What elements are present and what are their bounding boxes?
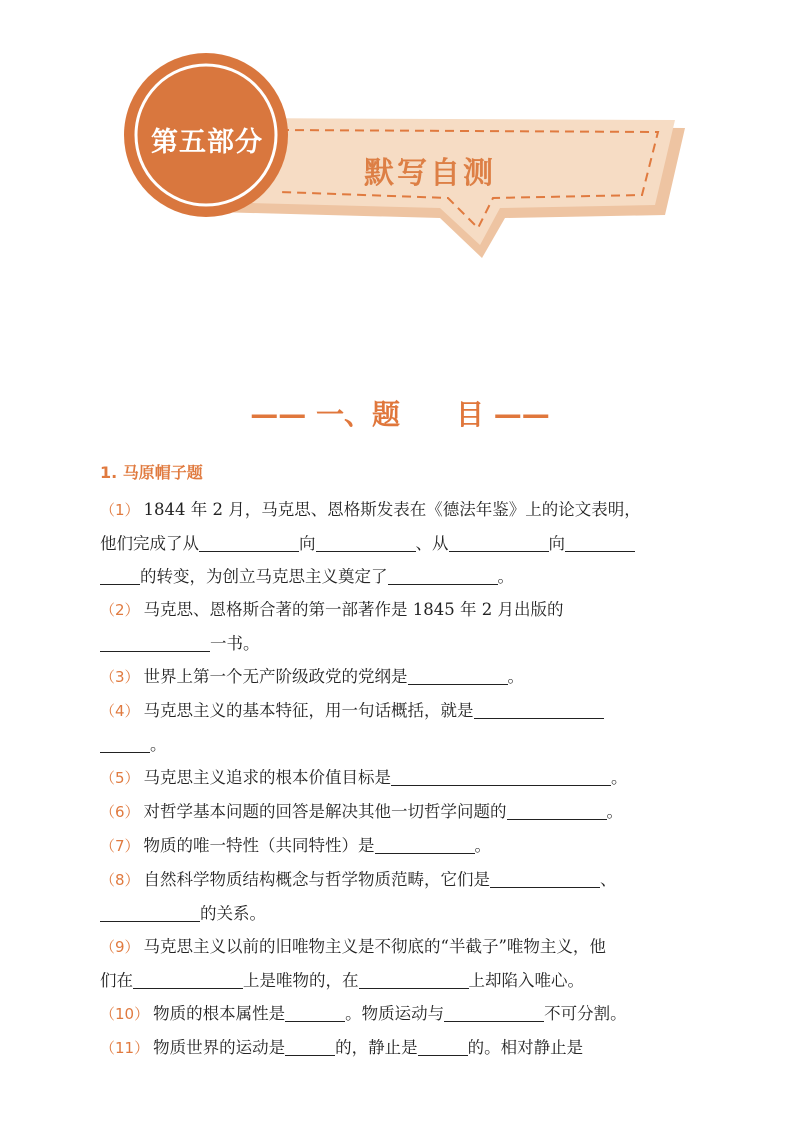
answer-blank[interactable] bbox=[565, 533, 635, 552]
answer-blank[interactable] bbox=[199, 533, 299, 552]
answer-blank[interactable] bbox=[444, 1003, 544, 1022]
question-text: 向 bbox=[548, 534, 565, 553]
banner-title: 默写自测 bbox=[364, 156, 496, 191]
question-number: （7） bbox=[100, 837, 140, 855]
question-text: 们在 bbox=[100, 971, 133, 990]
part-label: 第五部分 bbox=[151, 127, 263, 158]
question-6 bbox=[100, 795, 710, 829]
question-text: 物质的唯一特性（共同特性）是 bbox=[143, 836, 375, 855]
answer-blank[interactable] bbox=[100, 734, 150, 753]
question-11 bbox=[100, 1031, 710, 1065]
question-text: 。 bbox=[497, 567, 514, 586]
answer-blank[interactable] bbox=[100, 566, 140, 585]
question-text: 。 bbox=[611, 768, 628, 787]
answer-blank[interactable] bbox=[388, 566, 498, 585]
question-text: 、从 bbox=[415, 534, 449, 553]
category-title: 1. 马原帽子题 bbox=[100, 463, 203, 482]
question-text: 。物质运动与 bbox=[345, 1004, 445, 1023]
question-text: 对哲学基本问题的回答是解决其他一切哲学问题的 bbox=[143, 802, 507, 821]
question-text: 马克思、恩格斯合著的第一部著作是 1845 年 2 月出版的 bbox=[143, 600, 564, 619]
question-text: 上却陷入唯心。 bbox=[468, 971, 584, 990]
question-text: 。 bbox=[150, 735, 167, 754]
question-number: （10） bbox=[100, 1005, 150, 1023]
answer-blank[interactable] bbox=[133, 970, 243, 989]
answer-blank[interactable] bbox=[449, 533, 549, 552]
question-text: 1844 年 2 月，马克思、恩格斯发表在《德法年鉴》上的论文表明， bbox=[143, 500, 641, 519]
answer-blank[interactable] bbox=[285, 1003, 345, 1022]
answer-blank[interactable] bbox=[316, 533, 416, 552]
question-text: 马克思主义以前的旧唯物主义是不彻底的“半截子”唯物主义，他 bbox=[143, 937, 606, 956]
question-1 bbox=[100, 493, 710, 593]
question-number: （1） bbox=[100, 501, 140, 519]
question-2 bbox=[100, 593, 710, 660]
question-number: （6） bbox=[100, 803, 140, 821]
section-heading: —— 一、题 目 —— bbox=[250, 398, 550, 431]
answer-blank[interactable] bbox=[359, 970, 469, 989]
question-text: 物质的根本属性是 bbox=[153, 1004, 286, 1023]
question-number: （3） bbox=[100, 668, 140, 686]
question-8 bbox=[100, 863, 710, 930]
answer-blank[interactable] bbox=[375, 835, 475, 854]
question-text: 。 bbox=[606, 802, 624, 821]
question-9 bbox=[100, 930, 710, 997]
question-4 bbox=[100, 694, 710, 761]
answer-blank[interactable] bbox=[474, 700, 604, 719]
answer-blank[interactable] bbox=[490, 869, 600, 888]
question-text: 上是唯物的，在 bbox=[243, 971, 359, 990]
question-text: 物质世界的运动是 bbox=[153, 1038, 286, 1057]
question-text: 不可分割。 bbox=[544, 1004, 627, 1023]
question-text: 的转变，为创立马克思主义奠定了 bbox=[140, 567, 388, 586]
question-number: （2） bbox=[100, 601, 140, 619]
part-header-banner bbox=[110, 40, 710, 270]
question-text: 。 bbox=[474, 836, 492, 855]
answer-blank[interactable] bbox=[391, 767, 611, 786]
question-text: 的。相对静止是 bbox=[467, 1038, 584, 1057]
question-text: 自然科学物质结构概念与哲学物质范畴，它们是 bbox=[143, 870, 491, 889]
question-number: （4） bbox=[100, 702, 140, 720]
question-number: （8） bbox=[100, 871, 140, 889]
answer-blank[interactable] bbox=[507, 801, 607, 820]
question-number: （9） bbox=[100, 938, 140, 956]
answer-blank[interactable] bbox=[100, 633, 210, 652]
question-number: （11） bbox=[100, 1039, 150, 1057]
question-text: 他们完成了从 bbox=[100, 534, 199, 553]
question-text: 马克思主义的基本特征，用一句话概括，就是 bbox=[143, 701, 474, 720]
answer-blank[interactable] bbox=[418, 1037, 468, 1056]
question-text: 向 bbox=[299, 534, 316, 553]
question-text: 一书。 bbox=[210, 634, 260, 653]
question-list bbox=[100, 460, 710, 1065]
question-text: 、 bbox=[600, 870, 617, 889]
question-7 bbox=[100, 829, 710, 863]
question-3 bbox=[100, 660, 710, 694]
answer-blank[interactable] bbox=[100, 903, 200, 922]
answer-blank[interactable] bbox=[285, 1037, 335, 1056]
answer-blank[interactable] bbox=[408, 666, 508, 685]
question-text: 马克思主义追求的根本价值目标是 bbox=[143, 768, 392, 787]
question-5 bbox=[100, 761, 710, 795]
question-text: 的关系。 bbox=[200, 904, 266, 923]
question-text: 世界上第一个无产阶级政党的党纲是 bbox=[143, 667, 408, 686]
question-10 bbox=[100, 997, 710, 1031]
question-text: 的，静止是 bbox=[335, 1038, 418, 1057]
question-number: （5） bbox=[100, 769, 140, 787]
question-text: 。 bbox=[507, 667, 525, 686]
